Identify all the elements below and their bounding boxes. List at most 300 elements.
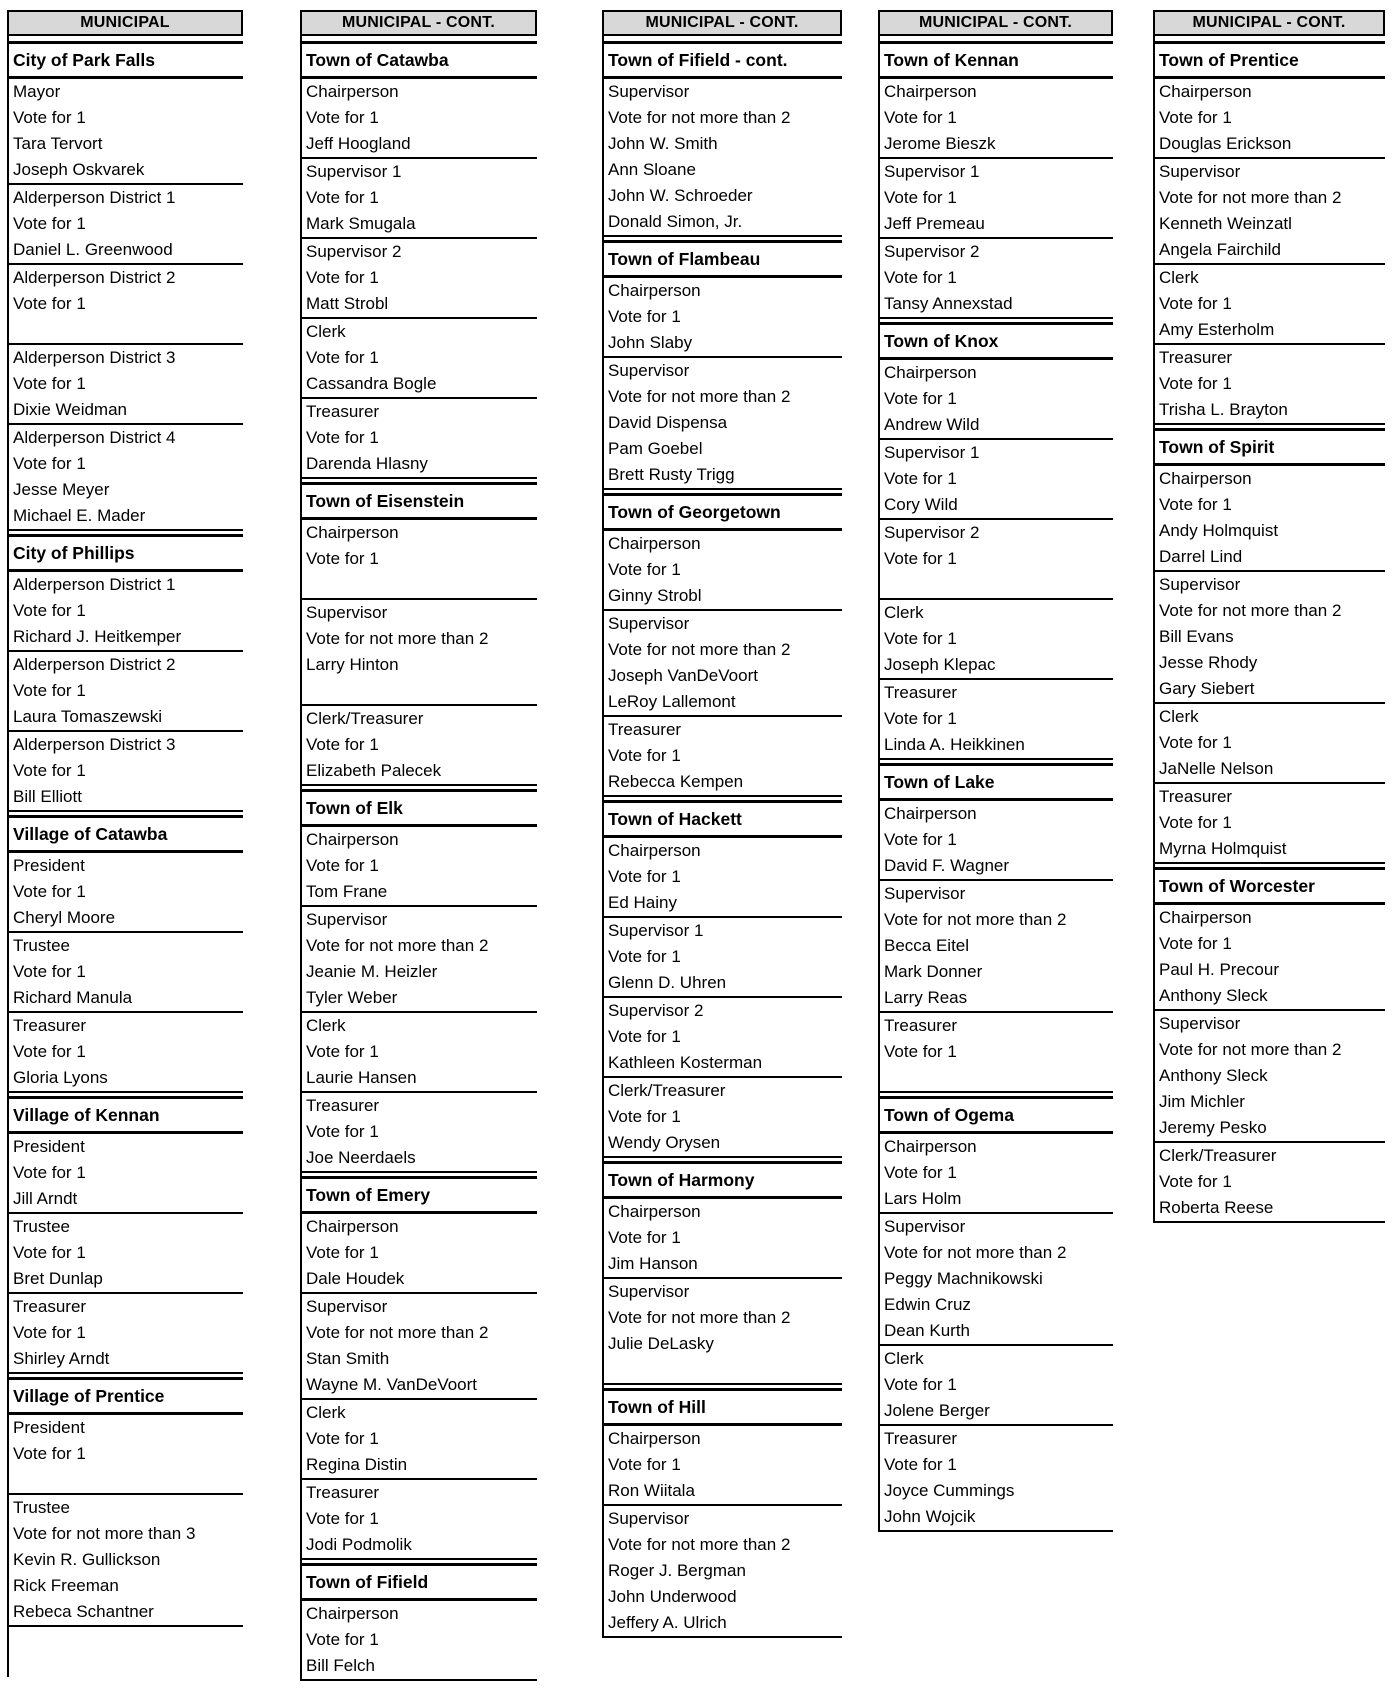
vote-instruction: Vote for not more than 3 xyxy=(13,1524,196,1543)
vote-instruction: Vote for 1 xyxy=(884,188,957,207)
office-title: Trustee xyxy=(13,936,71,955)
contest-block xyxy=(1155,466,1385,572)
candidate-name: Jim Hanson xyxy=(608,1254,698,1273)
vote-instruction: Vote for 1 xyxy=(306,1509,379,1528)
office-title: Chairperson xyxy=(608,281,701,300)
section-header: Village of Prentice xyxy=(9,1377,243,1415)
contest-block xyxy=(880,360,1113,440)
vote-instruction: Vote for 1 xyxy=(884,549,957,568)
vote-instruction: Vote for not more than 2 xyxy=(306,629,489,648)
office-title: Supervisor 1 xyxy=(608,921,704,940)
section-header: City of Phillips xyxy=(9,534,243,572)
contest-block xyxy=(302,1013,537,1093)
contest-block xyxy=(9,345,243,425)
contest-block xyxy=(604,1078,842,1158)
vote-instruction: Vote for 1 xyxy=(13,108,86,127)
office-title: Clerk xyxy=(884,603,924,622)
column-header: MUNICIPAL - CONT. xyxy=(878,10,1113,36)
vote-instruction: Vote for 1 xyxy=(884,629,957,648)
candidate-name: Cory Wild xyxy=(884,495,958,514)
candidate-name: Jesse Meyer xyxy=(13,480,110,499)
contest-block xyxy=(9,265,243,345)
contest-block xyxy=(1155,784,1385,864)
vote-instruction: Vote for not more than 2 xyxy=(608,640,791,659)
candidate-name: Rebecca Kempen xyxy=(608,772,744,791)
contest-block xyxy=(604,1426,842,1506)
section-header: Town of Catawba xyxy=(302,41,537,79)
contest-block xyxy=(604,838,842,918)
vote-instruction: Vote for 1 xyxy=(1159,108,1232,127)
contest-block xyxy=(604,531,842,611)
candidate-name: Joseph VanDeVoort xyxy=(608,666,758,685)
candidate-name: Richard J. Heitkemper xyxy=(13,627,182,646)
vote-instruction: Vote for 1 xyxy=(306,1042,379,1061)
candidate-name: Angela Fairchild xyxy=(1159,240,1281,259)
vote-instruction: Vote for not more than 2 xyxy=(608,108,791,127)
section-header: Town of Hackett xyxy=(604,800,842,838)
contest-block xyxy=(302,1214,537,1294)
contest-block xyxy=(9,1495,243,1627)
contest-block xyxy=(880,1346,1113,1426)
candidate-name: Cassandra Bogle xyxy=(306,374,437,393)
vote-instruction: Vote for 1 xyxy=(306,549,379,568)
candidate-name: Glenn D. Uhren xyxy=(608,973,727,992)
contest-block xyxy=(9,79,243,185)
contest-block xyxy=(604,998,842,1078)
contest-block xyxy=(302,706,537,786)
ballot-column xyxy=(300,10,537,1681)
candidate-name: Ed Hainy xyxy=(608,893,677,912)
vote-instruction: Vote for 1 xyxy=(884,1455,957,1474)
contest-block xyxy=(302,159,537,239)
candidate-name: Ron Wiitala xyxy=(608,1481,695,1500)
candidate-name: JaNelle Nelson xyxy=(1159,759,1274,778)
vote-instruction: Vote for 1 xyxy=(608,746,681,765)
contest-block xyxy=(604,1279,842,1385)
candidate-name: Anthony Sleck xyxy=(1159,986,1268,1005)
candidate-name: Regina Distin xyxy=(306,1455,408,1474)
candidate-name: Daniel L. Greenwood xyxy=(13,240,173,259)
office-title: Treasurer xyxy=(13,1016,87,1035)
candidate-name: Julie DeLasky xyxy=(608,1334,714,1353)
contest-block xyxy=(9,1294,243,1374)
blank-candidate-slot xyxy=(9,1467,243,1493)
vote-instruction: Vote for 1 xyxy=(13,601,86,620)
contest-block xyxy=(9,185,243,265)
office-title: Supervisor xyxy=(608,614,690,633)
vote-instruction: Vote for 1 xyxy=(1159,1172,1232,1191)
contest-block xyxy=(9,1415,243,1495)
office-title: Chairperson xyxy=(608,841,701,860)
candidate-name: Jesse Rhody xyxy=(1159,653,1258,672)
vote-instruction: Vote for 1 xyxy=(306,348,379,367)
section-header: Town of Harmony xyxy=(604,1161,842,1199)
vote-instruction: Vote for 1 xyxy=(1159,813,1232,832)
office-title: Treasurer xyxy=(306,402,380,421)
candidate-name: Andrew Wild xyxy=(884,415,980,434)
vote-instruction: Vote for 1 xyxy=(13,1042,86,1061)
office-title: Treasurer xyxy=(608,720,682,739)
vote-instruction: Vote for 1 xyxy=(306,1429,379,1448)
contest-block xyxy=(302,399,537,479)
vote-instruction: Vote for 1 xyxy=(13,1243,86,1262)
contest-block xyxy=(880,1134,1113,1214)
candidate-name: John Wojcik xyxy=(884,1507,976,1526)
contest-block xyxy=(604,1506,842,1638)
contest-block xyxy=(880,801,1113,881)
office-title: Supervisor xyxy=(1159,575,1241,594)
section-header: City of Park Falls xyxy=(9,41,243,79)
office-title: Chairperson xyxy=(1159,469,1252,488)
candidate-name: Laurie Hansen xyxy=(306,1068,417,1087)
vote-instruction: Vote for 1 xyxy=(13,294,86,313)
vote-instruction: Vote for not more than 2 xyxy=(608,387,791,406)
vote-instruction: Vote for 1 xyxy=(13,214,86,233)
section-header: Town of Georgetown xyxy=(604,493,842,531)
contest-block xyxy=(1155,704,1385,784)
vote-instruction: Vote for 1 xyxy=(884,469,957,488)
section-header: Town of Fifield - cont. xyxy=(604,41,842,79)
office-title: Treasurer xyxy=(13,1297,87,1316)
contest-block xyxy=(880,79,1113,159)
candidate-name: Bill Elliott xyxy=(13,787,82,806)
candidate-name: Donald Simon, Jr. xyxy=(608,212,743,231)
office-title: Clerk xyxy=(306,1403,346,1422)
candidate-name: Tyler Weber xyxy=(306,988,398,1007)
office-title: Clerk/Treasurer xyxy=(608,1081,726,1100)
blank-candidate-slot xyxy=(604,1357,842,1383)
contest-block xyxy=(880,520,1113,600)
vote-instruction: Vote for 1 xyxy=(13,681,86,700)
vote-instruction: Vote for 1 xyxy=(306,1630,379,1649)
section-header: Town of Eisenstein xyxy=(302,482,537,520)
candidate-name: Wayne M. VanDeVoort xyxy=(306,1375,478,1394)
contest-block xyxy=(604,717,842,797)
blank-candidate-slot xyxy=(302,678,537,704)
vote-instruction: Vote for not more than 2 xyxy=(608,1308,791,1327)
vote-instruction: Vote for 1 xyxy=(884,108,957,127)
candidate-name: Joe Neerdaels xyxy=(306,1148,416,1167)
vote-instruction: Vote for 1 xyxy=(306,108,379,127)
vote-instruction: Vote for 1 xyxy=(608,1107,681,1126)
vote-instruction: Vote for 1 xyxy=(13,1163,86,1182)
column-header: MUNICIPAL xyxy=(7,10,243,36)
candidate-name: Ginny Strobl xyxy=(608,586,702,605)
office-title: Chairperson xyxy=(1159,82,1252,101)
vote-instruction: Vote for 1 xyxy=(884,709,957,728)
candidate-name: Jim Michler xyxy=(1159,1092,1245,1111)
contest-block xyxy=(302,1294,537,1400)
candidate-name: Trisha L. Brayton xyxy=(1159,400,1288,419)
contest-block xyxy=(604,358,842,490)
contest-block xyxy=(604,611,842,717)
candidate-name: Tom Frane xyxy=(306,882,388,901)
contest-block xyxy=(9,933,243,1013)
office-title: Supervisor xyxy=(608,1282,690,1301)
office-title: Chairperson xyxy=(608,1429,701,1448)
candidate-name: Gloria Lyons xyxy=(13,1068,108,1087)
candidate-name: Matt Strobl xyxy=(306,294,389,313)
office-title: Chairperson xyxy=(306,1604,399,1623)
office-title: Chairperson xyxy=(306,523,399,542)
candidate-name: Darrel Lind xyxy=(1159,547,1243,566)
vote-instruction: Vote for 1 xyxy=(13,962,86,981)
candidate-name: Tansy Annexstad xyxy=(884,294,1013,313)
contest-block xyxy=(1155,265,1385,345)
candidate-name: Shirley Arndt xyxy=(13,1349,110,1368)
blank-candidate-slot xyxy=(9,317,243,343)
contest-block xyxy=(9,853,243,933)
office-title: Chairperson xyxy=(306,1217,399,1236)
office-title: Chairperson xyxy=(884,363,977,382)
vote-instruction: Vote for 1 xyxy=(13,1323,86,1342)
vote-instruction: Vote for not more than 2 xyxy=(608,1535,791,1554)
candidate-name: John W. Schroeder xyxy=(608,186,753,205)
contest-block xyxy=(302,600,537,706)
candidate-name: Laura Tomaszewski xyxy=(13,707,162,726)
candidate-name: John Underwood xyxy=(608,1587,737,1606)
section-header: Town of Lake xyxy=(880,763,1113,801)
contest-block xyxy=(9,1214,243,1294)
blank-candidate-slot xyxy=(880,572,1113,598)
office-title: Mayor xyxy=(13,82,61,101)
candidate-name: Cheryl Moore xyxy=(13,908,116,927)
vote-instruction: Vote for not more than 2 xyxy=(884,1243,1067,1262)
vote-instruction: Vote for not more than 2 xyxy=(306,1323,489,1342)
candidate-name: Jeanie M. Heizler xyxy=(306,962,438,981)
candidate-name: Larry Hinton xyxy=(306,655,399,674)
candidate-name: Joseph Klepac xyxy=(884,655,996,674)
candidate-name: Linda A. Heikkinen xyxy=(884,735,1025,754)
section-header: Town of Spirit xyxy=(1155,428,1385,466)
office-title: Alderperson District 1 xyxy=(13,188,176,207)
candidate-name: LeRoy Lallemont xyxy=(608,692,736,711)
candidate-name: Bret Dunlap xyxy=(13,1269,103,1288)
contest-block xyxy=(880,600,1113,680)
candidate-name: Kevin R. Gullickson xyxy=(13,1550,161,1569)
vote-instruction: Vote for 1 xyxy=(306,428,379,447)
vote-instruction: Vote for 1 xyxy=(884,389,957,408)
candidate-name: John W. Smith xyxy=(608,134,718,153)
section-header: Town of Ogema xyxy=(880,1096,1113,1134)
vote-instruction: Vote for 1 xyxy=(306,1243,379,1262)
contest-block xyxy=(880,680,1113,760)
contest-block xyxy=(1155,345,1385,425)
contest-block xyxy=(1155,905,1385,1011)
contest-block xyxy=(1155,1143,1385,1223)
candidate-name: Jeremy Pesko xyxy=(1159,1118,1267,1137)
candidate-name: Jeffery A. Ulrich xyxy=(608,1613,727,1632)
contest-block xyxy=(9,1013,243,1093)
candidate-name: Wendy Orysen xyxy=(608,1133,721,1152)
office-title: Supervisor xyxy=(884,884,966,903)
candidate-name: John Slaby xyxy=(608,333,693,352)
contest-block xyxy=(880,239,1113,319)
office-title: Supervisor xyxy=(306,910,388,929)
vote-instruction: Vote for 1 xyxy=(608,1027,681,1046)
office-title: Alderperson District 1 xyxy=(13,575,176,594)
vote-instruction: Vote for 1 xyxy=(608,867,681,886)
ballot-column xyxy=(602,10,842,1638)
candidate-name: Kenneth Weinzatl xyxy=(1159,214,1292,233)
office-title: Supervisor xyxy=(1159,162,1241,181)
office-title: President xyxy=(13,1418,85,1437)
office-title: Supervisor 2 xyxy=(306,242,402,261)
vote-instruction: Vote for 1 xyxy=(13,374,86,393)
contest-block xyxy=(1155,159,1385,265)
office-title: Chairperson xyxy=(306,82,399,101)
candidate-name: Roberta Reese xyxy=(1159,1198,1274,1217)
vote-instruction: Vote for 1 xyxy=(306,735,379,754)
office-title: Treasurer xyxy=(884,683,958,702)
vote-instruction: Vote for 1 xyxy=(1159,934,1232,953)
vote-instruction: Vote for 1 xyxy=(13,454,86,473)
office-title: Clerk xyxy=(1159,707,1199,726)
vote-instruction: Vote for 1 xyxy=(1159,374,1232,393)
contest-block xyxy=(302,1601,537,1681)
section-header: Town of Flambeau xyxy=(604,240,842,278)
candidate-name: Rebeca Schantner xyxy=(13,1602,154,1621)
section-header: Town of Prentice xyxy=(1155,41,1385,79)
office-title: Clerk/Treasurer xyxy=(1159,1146,1277,1165)
vote-instruction: Vote for 1 xyxy=(306,1122,379,1141)
ballot-column xyxy=(7,10,243,1677)
office-title: Supervisor xyxy=(884,1217,966,1236)
candidate-name: Stan Smith xyxy=(306,1349,390,1368)
office-title: President xyxy=(13,856,85,875)
candidate-name: Rick Freeman xyxy=(13,1576,119,1595)
office-title: Clerk xyxy=(884,1349,924,1368)
contest-block xyxy=(1155,1011,1385,1143)
contest-block xyxy=(302,520,537,600)
candidate-name: David F. Wagner xyxy=(884,856,1010,875)
section-header: Town of Emery xyxy=(302,1176,537,1214)
office-title: Supervisor 2 xyxy=(884,242,980,261)
office-title: Clerk/Treasurer xyxy=(306,709,424,728)
vote-instruction: Vote for 1 xyxy=(884,268,957,287)
office-title: Treasurer xyxy=(1159,348,1233,367)
candidate-name: Jodi Podmolik xyxy=(306,1535,412,1554)
contest-block xyxy=(9,572,243,652)
office-title: Supervisor xyxy=(608,361,690,380)
contest-block xyxy=(302,1400,537,1480)
contest-block xyxy=(9,425,243,531)
vote-instruction: Vote for not more than 2 xyxy=(1159,601,1342,620)
contest-block xyxy=(880,881,1113,1013)
candidate-name: Becca Eitel xyxy=(884,936,970,955)
blank-candidate-slot xyxy=(302,572,537,598)
section-header: Town of Knox xyxy=(880,322,1113,360)
vote-instruction: Vote for 1 xyxy=(13,882,86,901)
vote-instruction: Vote for not more than 2 xyxy=(1159,188,1342,207)
office-title: Chairperson xyxy=(1159,908,1252,927)
contest-block xyxy=(302,1093,537,1173)
vote-instruction: Vote for not more than 2 xyxy=(884,910,1067,929)
office-title: Supervisor 2 xyxy=(884,523,980,542)
office-title: Alderperson District 3 xyxy=(13,348,176,367)
contest-block xyxy=(604,918,842,998)
vote-instruction: Vote for 1 xyxy=(306,188,379,207)
office-title: Trustee xyxy=(13,1498,71,1517)
column-header: MUNICIPAL - CONT. xyxy=(1153,10,1385,36)
office-title: Supervisor 1 xyxy=(306,162,402,181)
contest-block xyxy=(880,1013,1113,1093)
candidate-name: Ann Sloane xyxy=(608,160,696,179)
candidate-name: Gary Siebert xyxy=(1159,679,1255,698)
candidate-name: Richard Manula xyxy=(13,988,133,1007)
contest-block xyxy=(880,440,1113,520)
contest-block xyxy=(302,907,537,1013)
candidate-name: Paul H. Precour xyxy=(1159,960,1279,979)
ballot-column xyxy=(1153,10,1385,1223)
contest-block xyxy=(302,827,537,907)
vote-instruction: Vote for 1 xyxy=(608,1228,681,1247)
vote-instruction: Vote for 1 xyxy=(13,761,86,780)
candidate-name: Andy Holmquist xyxy=(1159,521,1279,540)
candidate-name: Edwin Cruz xyxy=(884,1295,971,1314)
column-header: MUNICIPAL - CONT. xyxy=(300,10,537,36)
candidate-name: Douglas Erickson xyxy=(1159,134,1292,153)
office-title: Trustee xyxy=(13,1217,71,1236)
candidate-name: Larry Reas xyxy=(884,988,968,1007)
candidate-name: Pam Goebel xyxy=(608,439,703,458)
office-title: Chairperson xyxy=(608,534,701,553)
candidate-name: Jeff Premeau xyxy=(884,214,985,233)
vote-instruction: Vote for 1 xyxy=(884,830,957,849)
vote-instruction: Vote for 1 xyxy=(1159,294,1232,313)
contest-block xyxy=(302,79,537,159)
candidate-name: Bill Felch xyxy=(306,1656,375,1675)
contest-block xyxy=(302,239,537,319)
candidate-name: Myrna Holmquist xyxy=(1159,839,1287,858)
candidate-name: Dean Kurth xyxy=(884,1321,970,1340)
office-title: Supervisor xyxy=(608,1509,690,1528)
candidate-name: Anthony Sleck xyxy=(1159,1066,1268,1085)
office-title: Alderperson District 4 xyxy=(13,428,176,447)
candidate-name: Bill Evans xyxy=(1159,627,1234,646)
vote-instruction: Vote for 1 xyxy=(13,1444,86,1463)
candidate-name: Mark Donner xyxy=(884,962,983,981)
section-header: Town of Elk xyxy=(302,789,537,827)
column-header: MUNICIPAL - CONT. xyxy=(602,10,842,36)
contest-block xyxy=(604,79,842,237)
contest-block xyxy=(880,1214,1113,1346)
office-title: Supervisor xyxy=(608,82,690,101)
office-title: Clerk xyxy=(306,322,346,341)
contest-block xyxy=(1155,572,1385,704)
candidate-name: Jill Arndt xyxy=(13,1189,78,1208)
candidate-name: Michael E. Mader xyxy=(13,506,146,525)
section-header: Town of Fifield xyxy=(302,1563,537,1601)
candidate-name: Peggy Machnikowski xyxy=(884,1269,1043,1288)
contest-block xyxy=(880,1426,1113,1532)
vote-instruction: Vote for 1 xyxy=(608,560,681,579)
section-header: Village of Catawba xyxy=(9,815,243,853)
section-header: Town of Kennan xyxy=(880,41,1113,79)
vote-instruction: Vote for 1 xyxy=(306,856,379,875)
office-title: Supervisor xyxy=(1159,1014,1241,1033)
candidate-name: Brett Rusty Trigg xyxy=(608,465,735,484)
contest-block xyxy=(9,1134,243,1214)
contest-block xyxy=(880,159,1113,239)
candidate-name: Elizabeth Palecek xyxy=(306,761,442,780)
candidate-name: Roger J. Bergman xyxy=(608,1561,746,1580)
office-title: Treasurer xyxy=(1159,787,1233,806)
office-title: Chairperson xyxy=(884,804,977,823)
candidate-name: Tara Tervort xyxy=(13,134,103,153)
candidate-name: Jolene Berger xyxy=(884,1401,990,1420)
candidate-name: Lars Holm xyxy=(884,1189,962,1208)
